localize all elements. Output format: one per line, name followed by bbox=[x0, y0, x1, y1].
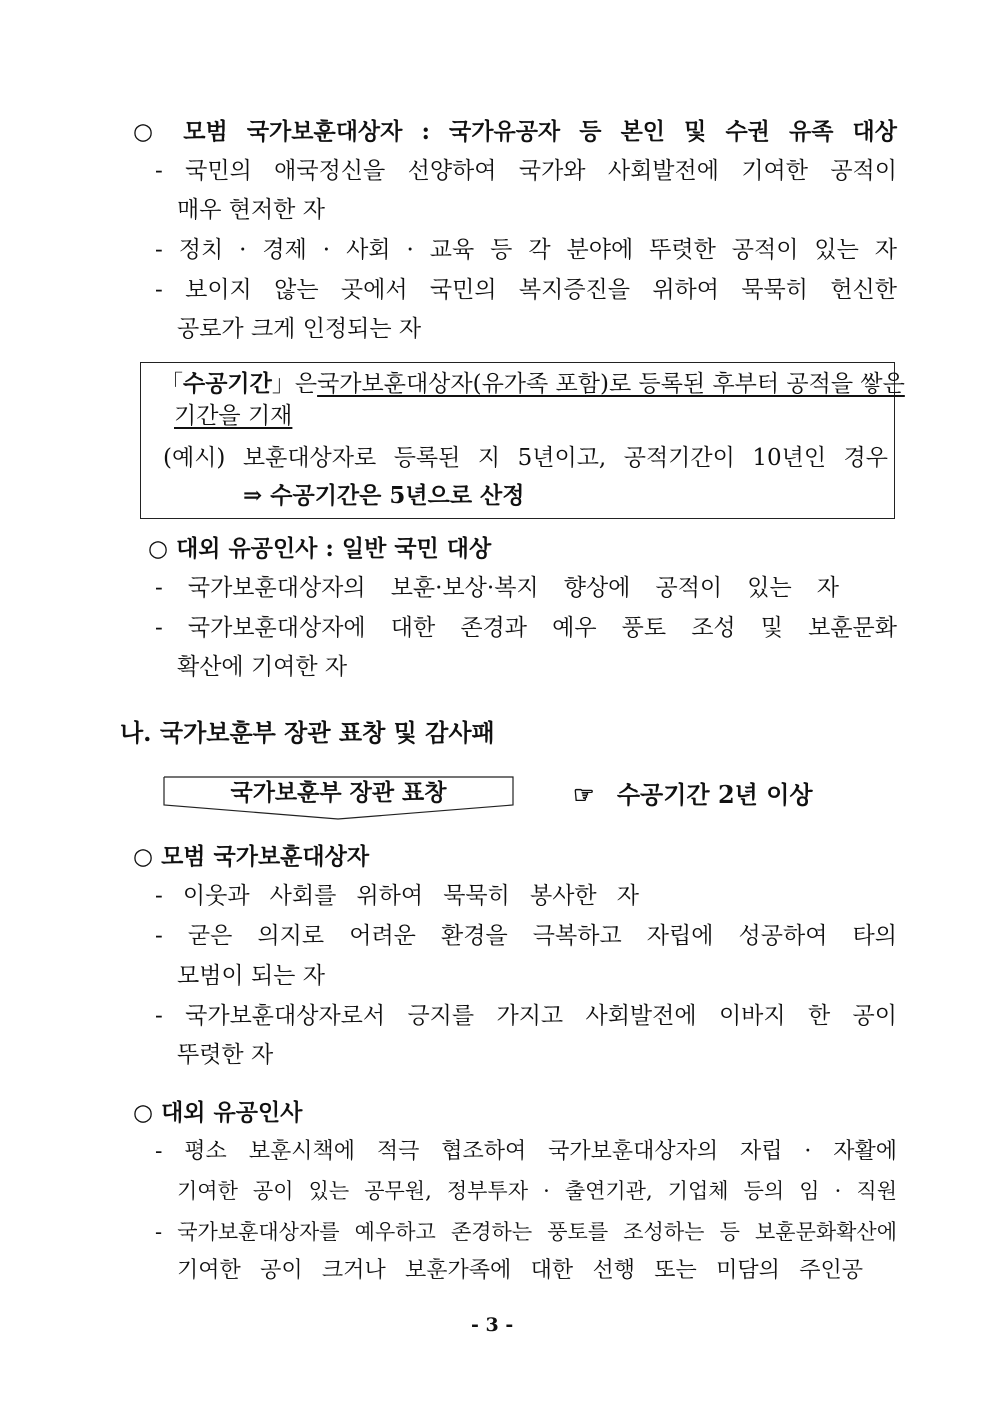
list-item: - 국가보훈대상자의 보훈·보상·복지 향상에 공적이 있는 자 bbox=[155, 575, 839, 601]
list-item: - 국민의 애국정신을 선양하여 국가와 사회발전에 기여한 공적이 bbox=[155, 158, 897, 184]
note-open-bracket: 「 bbox=[160, 371, 183, 397]
section-na-title: 나. 국가보훈부 장관 표창 및 감사패 bbox=[120, 718, 495, 747]
list-item-continuation: 공로가 크게 인정되는 자 bbox=[177, 316, 422, 342]
list-item: - 굳은 의지로 어려운 환경을 극복하고 자립에 성공하여 타의 bbox=[155, 923, 897, 949]
note-example: (예시) 보훈대상자로 등록된 지 5년이고, 공적기간이 10년인 경우 bbox=[163, 445, 888, 471]
page-number: - 3 - bbox=[471, 1314, 514, 1336]
list-item: - 국가보훈대상자로서 긍지를 가지고 사회발전에 이바지 한 공이 bbox=[155, 1003, 897, 1029]
note-close-bracket: 」은 bbox=[271, 371, 318, 397]
section3-heading: ○ 모범 국가보훈대상자 bbox=[133, 843, 370, 870]
note-definition-line2: 기간을 기재 bbox=[174, 403, 293, 429]
section1-heading: ○ 모범 국가보훈대상자 : 국가유공자 등 본인 및 수권 유족 대상 bbox=[133, 118, 897, 145]
banner-label: 국가보훈부 장관 표창 bbox=[230, 779, 447, 806]
list-item: - 평소 보훈시책에 적극 협조하여 국가보훈대상자의 자립 · 자활에 bbox=[155, 1139, 897, 1164]
section4-heading: ○ 대외 유공인사 bbox=[133, 1099, 303, 1126]
list-item: - 이웃과 사회를 위하여 묵묵히 봉사한 자 bbox=[155, 883, 639, 909]
note-term-line bbox=[160, 369, 905, 399]
note-definition-line1: 국가보훈대상자(유가족 포함)로 등록된 후부터 공적을 쌓은 bbox=[317, 371, 905, 397]
pointing-hand-icon: ☞ bbox=[573, 780, 595, 809]
award-banner bbox=[163, 776, 514, 820]
requirement bbox=[573, 780, 813, 810]
note-result: ⇒ 수공기간은 5년으로 산정 bbox=[243, 482, 525, 509]
list-item-continuation: 확산에 기여한 자 bbox=[177, 654, 348, 680]
list-item-continuation: 모범이 되는 자 bbox=[177, 963, 325, 989]
list-item-continuation: 기여한 공이 있는 공무원, 정부투자 · 출연기관, 기업체 등의 임 · 직원 bbox=[177, 1179, 897, 1203]
note-term bbox=[160, 369, 317, 399]
section2-heading: ○ 대외 유공인사 : 일반 국민 대상 bbox=[148, 535, 492, 562]
list-item-continuation: 매우 현저한 자 bbox=[177, 197, 325, 223]
requirement-text: 수공기간 2년 이상 bbox=[616, 780, 813, 809]
list-item: - 국가보훈대상자를 예우하고 존경하는 풍토를 조성하는 등 보훈문화확산에 bbox=[155, 1220, 897, 1244]
list-item-continuation: 뚜렷한 자 bbox=[177, 1042, 274, 1068]
list-item: - 보이지 않는 곳에서 국민의 복지증진을 위하여 묵묵히 헌신한 bbox=[155, 277, 897, 303]
list-item: - 정치 · 경제 · 사회 · 교육 등 각 분야에 뚜렷한 공적이 있는 자 bbox=[155, 237, 897, 263]
note-term-label: 수공기간 bbox=[183, 370, 272, 397]
list-item-continuation: 기여한 공이 크거나 보훈가족에 대한 선행 또는 미담의 주인공 bbox=[177, 1258, 863, 1283]
list-item: - 국가보훈대상자에 대한 존경과 예우 풍토 조성 및 보훈문화 bbox=[155, 615, 897, 641]
